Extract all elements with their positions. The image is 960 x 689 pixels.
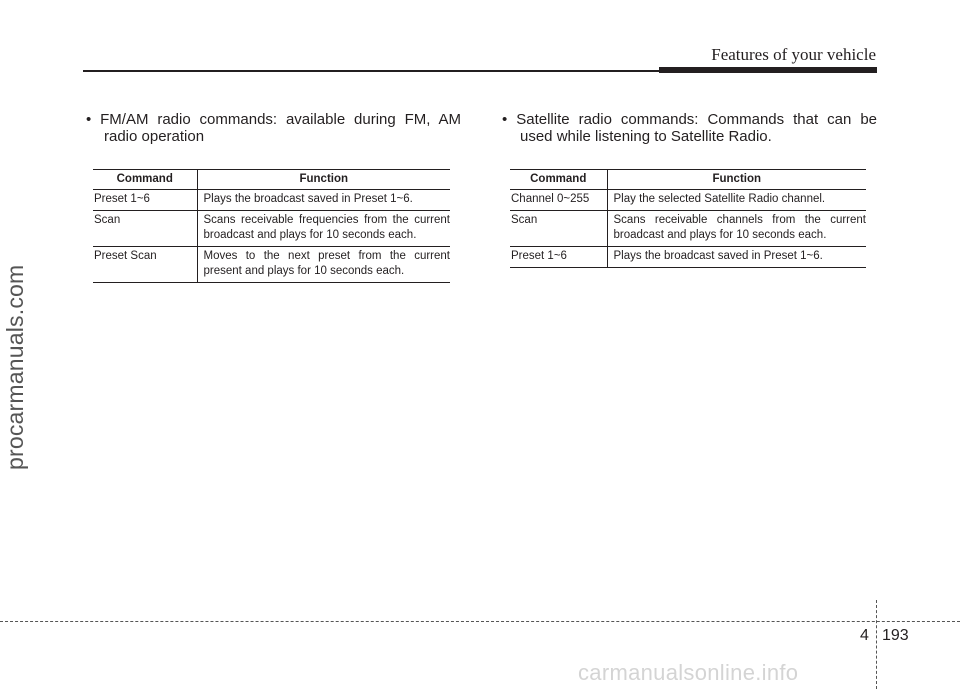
fm-am-commands-intro bbox=[86, 111, 461, 145]
table-header-row bbox=[93, 170, 450, 190]
bullet-text-line: • Satellite radio commands: Commands that can be bbox=[502, 111, 877, 128]
column-header-command: Command bbox=[93, 170, 197, 190]
bullet-text-line: used while listening to Satellite Radio. bbox=[520, 128, 772, 145]
header-rule-accent bbox=[659, 67, 877, 73]
footer-divider bbox=[876, 600, 877, 689]
side-watermark: procarmanuals.com bbox=[2, 264, 28, 470]
function-cell: Moves to the next preset from the current present and plays for 10 seconds each. bbox=[197, 247, 450, 283]
bottom-watermark: carmanualsonline.info bbox=[578, 660, 799, 685]
function-cell: Plays the broadcast saved in Preset 1~6. bbox=[197, 190, 450, 211]
function-cell: Play the selected Satellite Radio channel. bbox=[607, 190, 866, 211]
command-cell: Preset 1~6 bbox=[510, 247, 607, 268]
table-row bbox=[93, 211, 450, 247]
table-row bbox=[510, 190, 866, 211]
command-cell: Preset 1~6 bbox=[93, 190, 197, 211]
function-cell: Plays the broadcast saved in Preset 1~6. bbox=[607, 247, 866, 268]
bullet-text-line: radio operation bbox=[104, 128, 205, 145]
page-header-title: Features of your vehicle bbox=[711, 45, 876, 64]
command-cell: Preset Scan bbox=[93, 247, 197, 283]
header-rule bbox=[83, 70, 659, 72]
command-cell: Scan bbox=[510, 211, 607, 247]
bullet-text-line: • FM/AM radio commands: available during FM, AM bbox=[86, 111, 461, 128]
satellite-commands-table bbox=[510, 169, 866, 268]
command-cell: Scan bbox=[93, 211, 197, 247]
table-row bbox=[93, 190, 450, 211]
column-header-function: Function bbox=[197, 170, 450, 190]
table-row bbox=[510, 247, 866, 268]
column-header-command: Command bbox=[510, 170, 607, 190]
fm-am-commands-table bbox=[93, 169, 450, 283]
table-row bbox=[510, 211, 866, 247]
table-header-row bbox=[510, 170, 866, 190]
footer-rule bbox=[0, 621, 960, 622]
column-header-function: Function bbox=[607, 170, 866, 190]
chapter-number: 4 bbox=[860, 627, 869, 644]
satellite-commands-intro bbox=[502, 111, 877, 145]
function-cell: Scans receivable frequencies from the current broadcast and plays for 10 seconds each. bbox=[197, 211, 450, 247]
command-cell: Channel 0~255 bbox=[510, 190, 607, 211]
page-number: 193 bbox=[882, 627, 909, 644]
table-row bbox=[93, 247, 450, 283]
function-cell: Scans receivable channels from the current broadcast and plays for 10 seconds each. bbox=[607, 211, 866, 247]
